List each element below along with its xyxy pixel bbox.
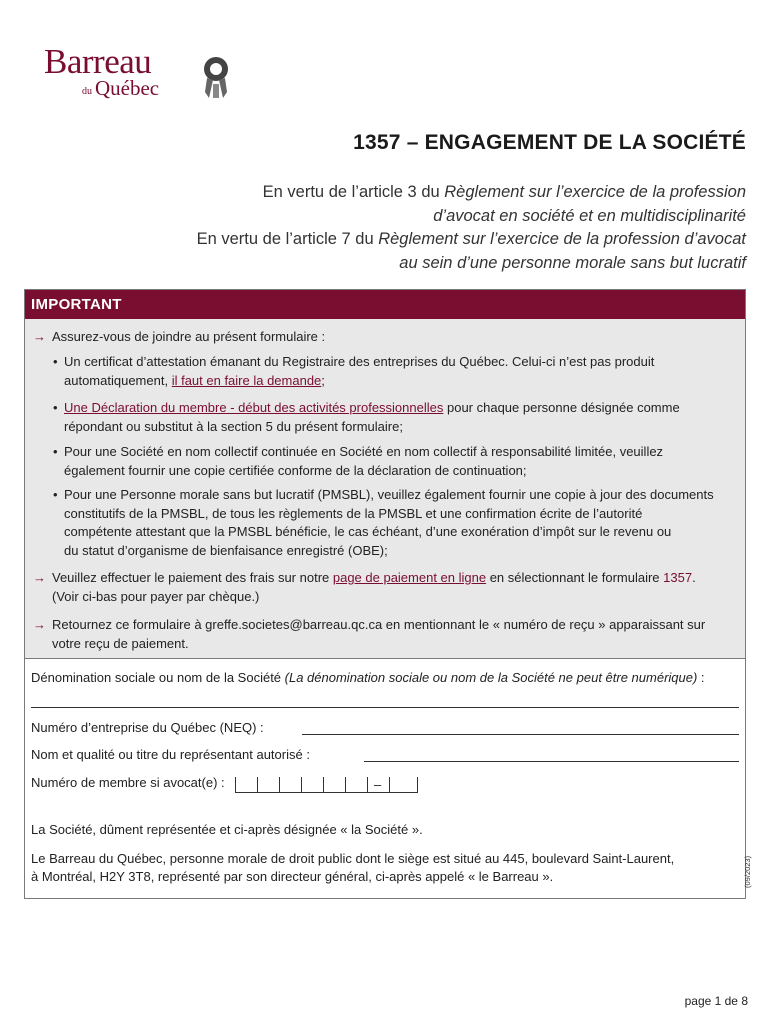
important-header: IMPORTANT (25, 290, 745, 319)
subtitle-line-2: d’avocat en société et en multidisciplinarité (433, 206, 746, 225)
representative-label: Nom et qualité ou titre du représentant autorisé : (31, 747, 310, 762)
subtitle-line-4: au sein d’une personne morale sans but lucratif (399, 253, 746, 272)
member-number-field[interactable] (235, 777, 425, 793)
online-payment-link[interactable]: page de paiement en ligne (332, 570, 487, 585)
subtitle-line-3: En vertu de l’article 7 du Règlement sur l’exercice de la profession d’avocat (196, 230, 746, 248)
representative-field[interactable] (364, 761, 739, 762)
arrow-right-icon: → (33, 570, 46, 585)
member-number-label: Numéro de membre si avocat(e) : (31, 775, 225, 790)
page-number: page 1 de 8 (684, 994, 748, 1008)
member-number-dash: – (374, 777, 382, 792)
company-form (24, 659, 746, 899)
neq-field[interactable] (302, 734, 739, 735)
subtitle-line-1: En vertu de l’article 3 du Règlement sur l’exercice de la profession (262, 183, 746, 201)
logo-du-text: du (82, 86, 92, 97)
request-certificate-link[interactable]: il faut en faire la demande (171, 372, 322, 388)
denomination-label: Dénomination sociale ou nom de la Société (La dénomination sociale ou nom de la Société ne peut être numérique) : (31, 670, 705, 685)
barreau-seal-icon (198, 54, 234, 102)
denomination-field[interactable] (31, 707, 739, 708)
societe-definition: La Société, dûment représentée et ci-après désignée « la Société ». (31, 822, 423, 837)
form-version: (09/2023) (743, 855, 752, 888)
barreau-logo (44, 44, 244, 104)
bullet-icon: • (53, 487, 58, 502)
neq-label: Numéro d’entreprise du Québec (NEQ) : (31, 720, 264, 735)
bullet-icon: • (53, 444, 58, 459)
barreau-definition: Le Barreau du Québec, personne morale de droit public dont le siège est situé au 445, boulevard Saint-Laurent, à Montréal, H2Y 3T8, représenté par son directeur général, ci-après appelé « le Barreau ». (31, 851, 675, 884)
logo-barreau-text: Barreau (44, 42, 152, 81)
arrow-right-icon: → (33, 329, 46, 344)
important-panel: IMPORTANT → Assurez-vous de joindre au présent formulaire : • Un certificat d’attestation émanant du Registraire des entreprises du Québec. Celui-ci n’est pas produit automatiquement, il faut en faire la demande; • Une Déclaration du membre - début des activités professionnelles pour chaque personne désignée comme répondant ou substitut à la section 5 du présent formulaire; • Pour une Société en nom collectif continuée en Société en nom collectif à responsabilité limitée, veuillez également fournir une copie certifiée conforme de la déclaration de continuation; • Pour une Personne morale sans but lucratif (PMSBL), veuillez également fournir une copie à jour des documents constitutifs de la PMSBL, de tous les règlements de la PMSBL et une confirmation écrite de l’autorité compétente attestant que la PMSBL bénéficie, le cas échéant, d’une exonération d’impôt sur le revenu ou du statut d’organisme de bienfaisance enregistré (OBE); → Veuillez effectuer le paiement des frais sur notre page de paiement en ligne en sélectionnant le formulaire 1357. (Voir ci-bas pour payer par chèque.) → Retournez ce formulaire à greffe.societes@barreau.qc.ca en mentionnant le « numéro de reçu » apparaissant sur votre reçu de paiement. (24, 289, 746, 659)
page-subtitle (66, 181, 746, 275)
member-declaration-link[interactable]: Une Déclaration du membre - début des activités professionnelles (64, 400, 444, 415)
page-title: 1357 – ENGAGEMENT DE LA SOCIÉTÉ (353, 131, 746, 154)
arrow-right-icon: → (33, 617, 46, 632)
bullet-icon: • (53, 354, 58, 369)
bullet-icon: • (53, 400, 58, 415)
logo-quebec-text: Québec (95, 76, 160, 100)
